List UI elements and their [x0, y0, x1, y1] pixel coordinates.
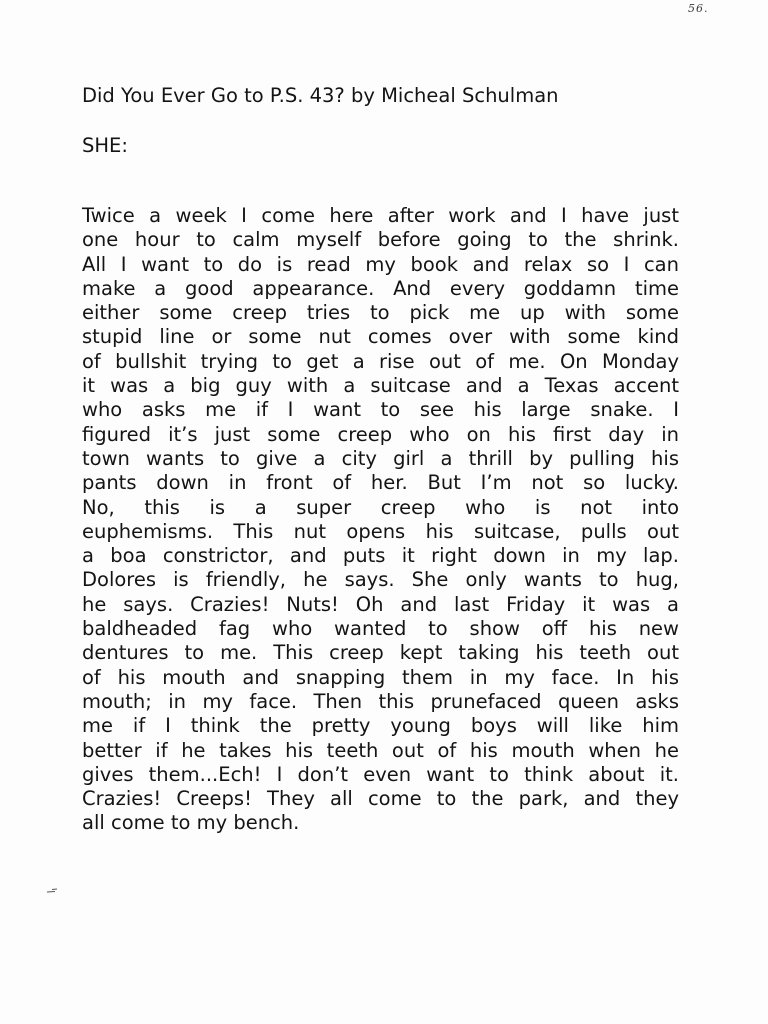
text-line: euphemisms. This nut opens his suitcase, pulls out	[82, 519, 679, 543]
speaker-label: SHE:	[82, 134, 128, 157]
text-line: make a good appearance. And every goddamn time	[82, 276, 679, 300]
text-line: Twice a week I come here after work and I have just	[82, 204, 679, 227]
page-number-mark: 56.	[688, 2, 709, 15]
monologue-paragraph	[82, 204, 682, 836]
text-line: All I want to do is read my book and relax so I can	[82, 252, 679, 276]
text-line: he says. Crazies! Nuts! Oh and last Friday it was a	[82, 592, 679, 616]
scan-smudge-mark	[46, 888, 62, 894]
text-line: of his mouth and snapping them in my face. In his	[82, 665, 679, 689]
text-line: a boa constrictor, and puts it right down in my lap.	[82, 544, 679, 568]
text-line: either some creep tries to pick me up with some	[82, 301, 679, 325]
text-line: who asks me if I want to see his large snake. I	[82, 398, 679, 422]
text-line: stupid line or some nut comes over with some kind	[82, 325, 679, 349]
text-line: No, this is a super creep who is not into	[82, 495, 679, 519]
text-line: mouth; in my face. Then this prunefaced queen asks	[82, 689, 679, 713]
text-line: me if I think the pretty young boys will like him	[82, 714, 679, 738]
text-line: better if he takes his teeth out of his mouth when he	[82, 738, 679, 762]
document-title: Did You Ever Go to P.S. 43? by Micheal Schulman	[82, 84, 559, 107]
text-line: of bullshit trying to get a rise out of me. On Monday	[82, 349, 679, 373]
text-line: pants down in front of her. But I’m not so lucky.	[82, 471, 679, 495]
text-line: dentures to me. This creep kept taking his teeth out	[82, 641, 679, 665]
text-line: gives them...Ech! I don’t even want to think about it.	[82, 762, 679, 786]
text-line: all come to my bench.	[82, 811, 300, 835]
text-line: Dolores is friendly, he says. She only wants to hug,	[82, 568, 679, 592]
text-line: Crazies! Creeps! They all come to the park, and they	[82, 787, 679, 811]
text-line: it was a big guy with a suitcase and a Texas accent	[82, 374, 679, 398]
text-line: one hour to calm myself before going to the shrink.	[82, 228, 679, 252]
text-line: town wants to give a city girl a thrill by pulling his	[82, 446, 679, 470]
text-line: figured it’s just some creep who on his first day in	[82, 422, 679, 446]
text-line: baldheaded fag who wanted to show off his new	[82, 617, 679, 641]
